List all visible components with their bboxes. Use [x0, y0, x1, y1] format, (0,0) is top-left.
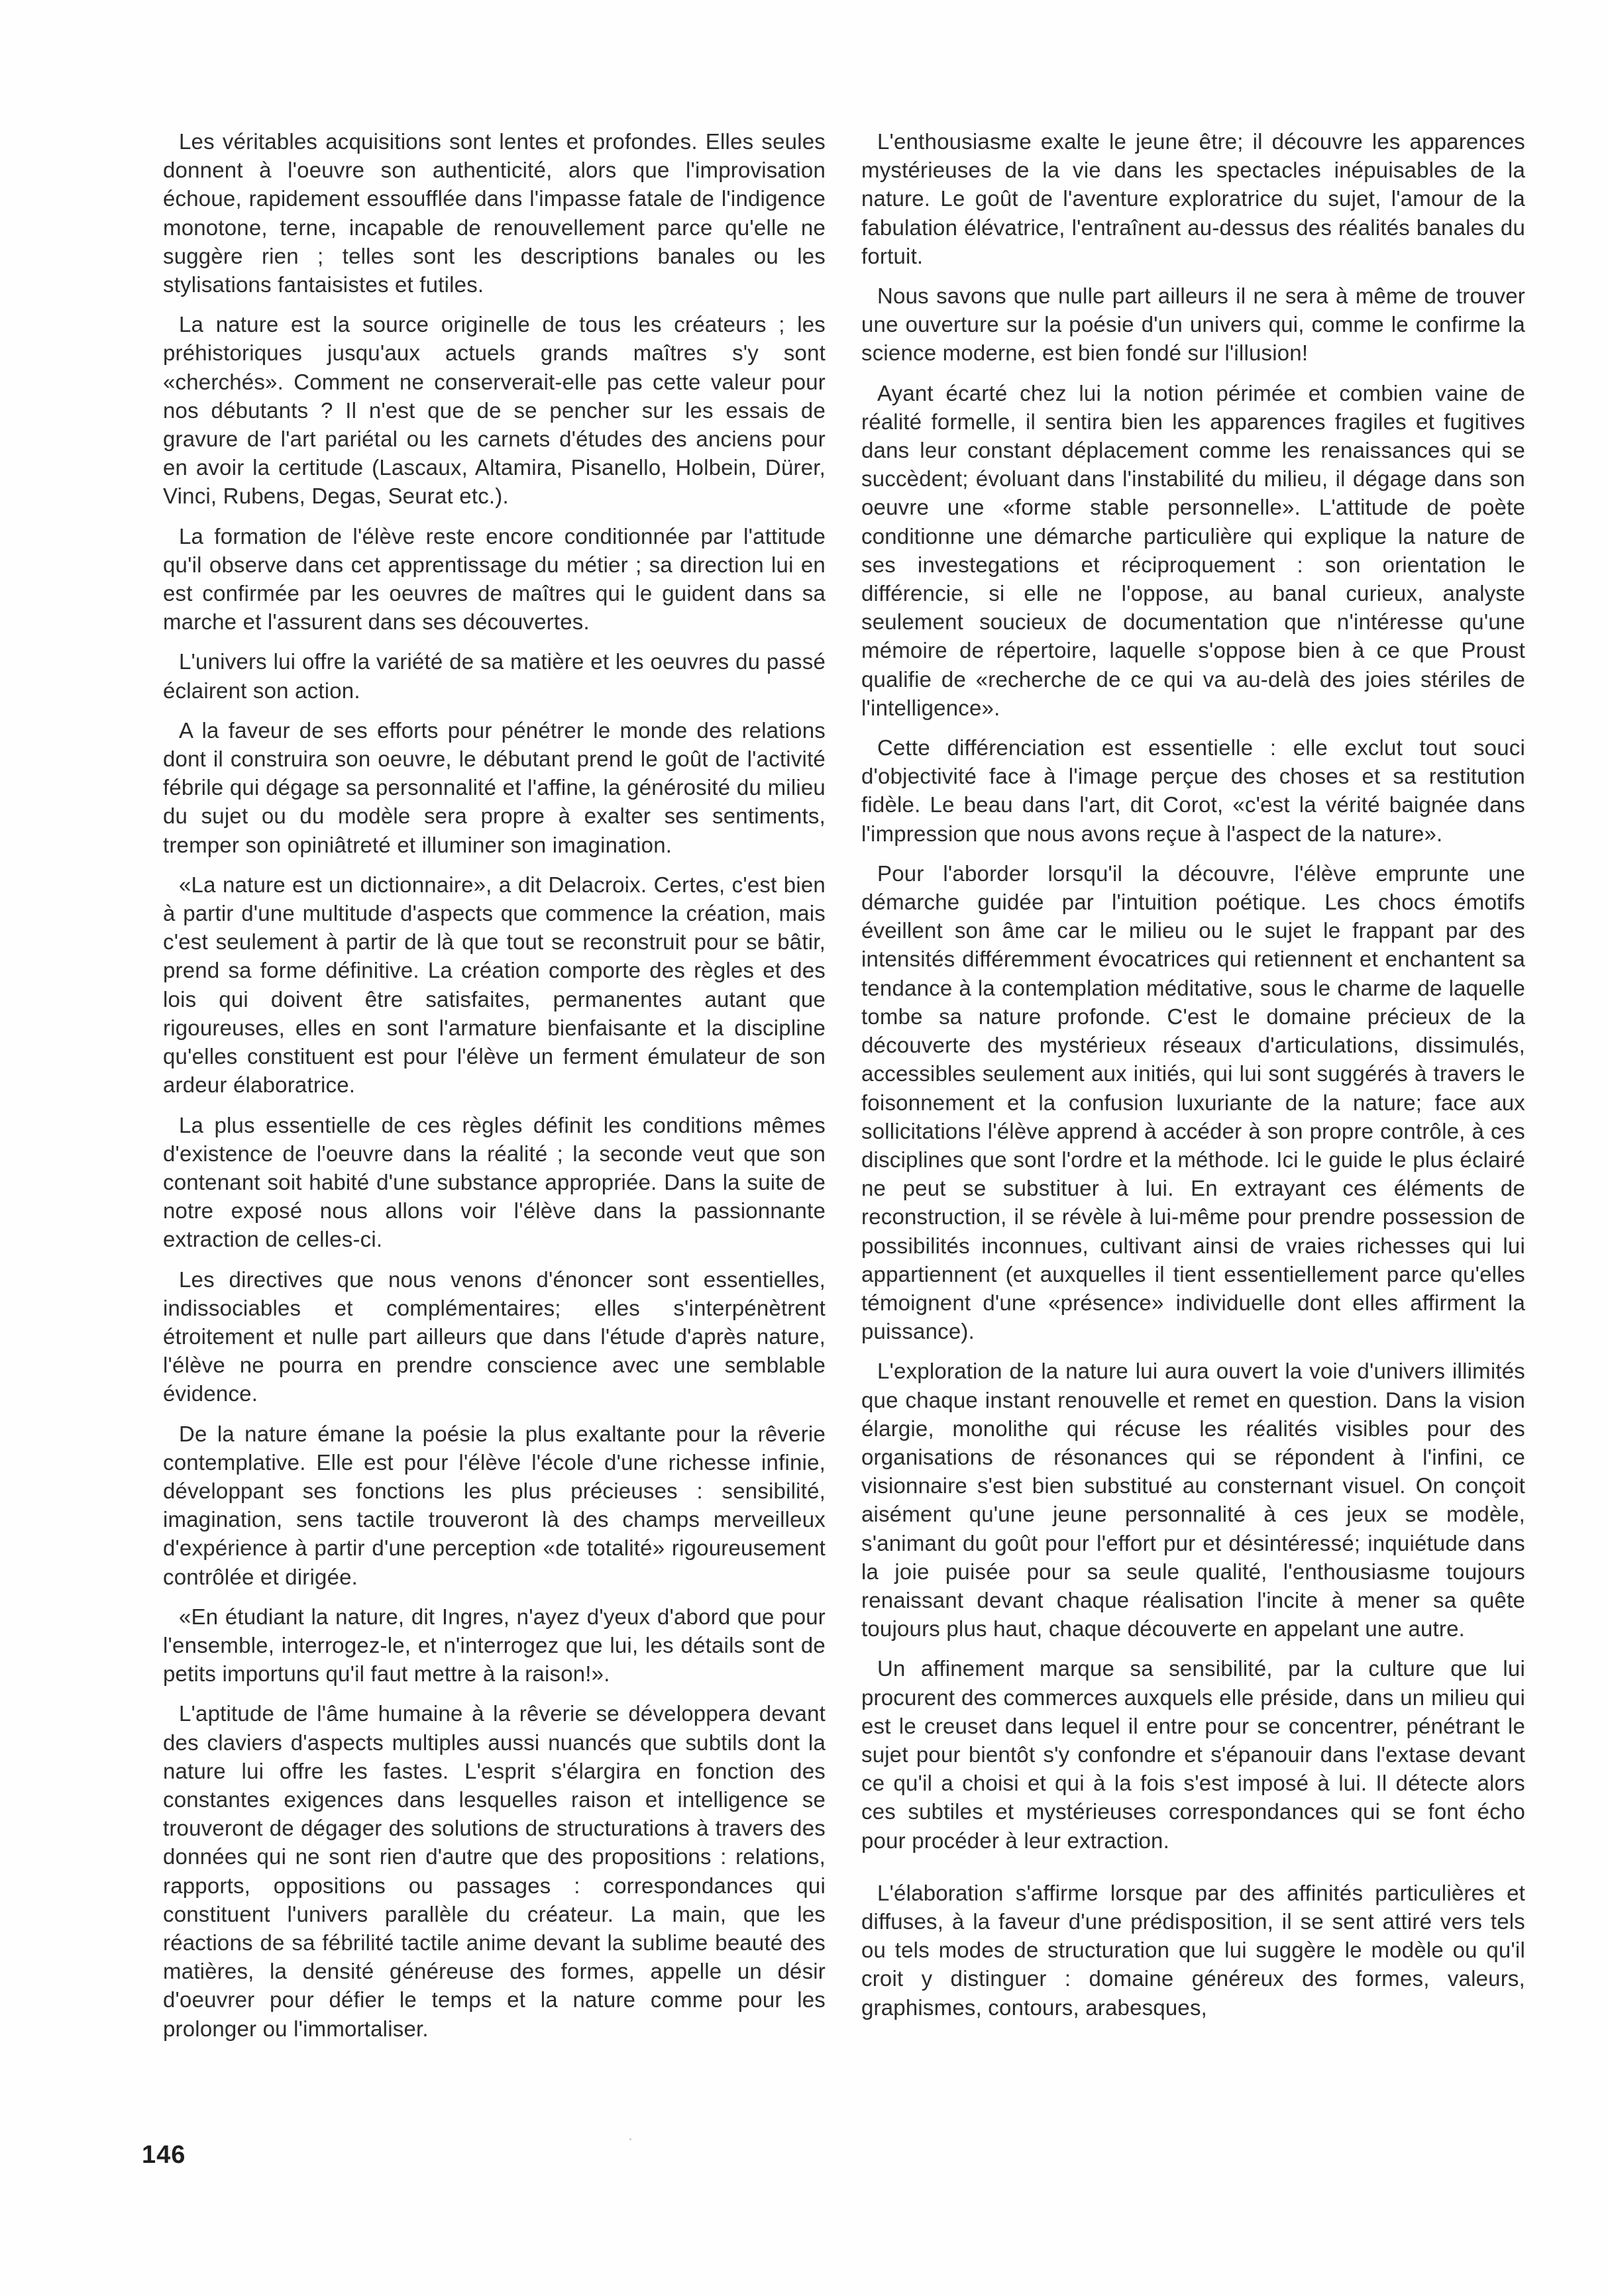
paragraph: L'enthousiasme exalte le jeune être; il découvre les apparences mystérieuses de la vie dans les spectacles inépuisables de la nature. Le goût de l'aventure exploratrice du sujet, l'amour de la fabulation élévatrice, l'entraînent au-dessus des réalités banales du fortuit.	[861, 129, 1525, 268]
paragraph: Les directives que nous venons d'énoncer sont essentielles, indissociables et complémentaires; elles s'interpénètrent étroitement et nulle part ailleurs que dans l'étude d'après nature, l'élève ne pourra en prendre conscience avec une semblable évidence.	[163, 1267, 826, 1406]
paragraph: Nous savons que nulle part ailleurs il ne sera à même de trouver une ouverture sur la poésie d'un univers qui, comme le confirme la science moderne, est bien fondé sur l'illusion!	[861, 284, 1525, 366]
right-text-column	[861, 127, 1525, 2033]
left-text-column	[163, 127, 826, 2054]
paragraph: Un affinement marque sa sensibilité, par la culture que lui procurent des commerces auxquels elle préside, dans un milieu qui est le creuset dans lequel il entre pour se concentrer, pénétrant le sujet pour bientôt s'y confondre et s'épanouir dans l'extase devant ce qu'il a choisi et qui à la fois s'est imposé à lui. Il détecte alors ces subtiles et mystérieuses correspondances qui se font écho pour procéder à leur extraction.	[861, 1656, 1525, 1853]
paragraph: Ayant écarté chez lui la notion périmée et combien vaine de réalité formelle, il sentira bien les apparences fragiles et fugitives dans leur constant déplacement comme les renaissances qui se succèdent; évoluant dans l'instabilité du milieu, il dégage dans son oeuvre une «forme stable personnelle». L'attitude de poète conditionne une démarche particulière qui explique la nature de ses investegations et réciproquement : son orientation le différencie, si elle ne l'oppose, au banal curieux, analyste seulement soucieux de documentation que n'intéresse qu'une mémoire de répertoire, laquelle s'oppose bien à ce que Proust qualifie de «recherche de ce qui va au-delà des joies stériles de l'intelligence».	[861, 380, 1525, 720]
paragraph: La formation de l'élève reste encore conditionnée par l'attitude qu'il observe dans cet apprentissage du métier ; sa direction lui en est confirmée par les oeuvres de maîtres qui le guident dans sa marche et l'assurent dans ses découvertes.	[163, 523, 826, 635]
paragraph: L'aptitude de l'âme humaine à la rêverie se développera devant des claviers d'aspects multiples aussi nuancés que subtils dont la nature lui offre les fastes. L'esprit s'élargira en fonction des constantes exigences dans lesquelles raison et intelligence se trouveront de dégager des solutions de structurations à travers des données qui ne sont rien d'autre que des propositions : relations, rapports, oppositions ou passages : correspondances qui constituent l'univers parallèle du créateur. La main, que les réactions de sa fébrilité tactile anime devant la sublime beauté des matières, la densité généreuse des formes, appelle un désir d'oeuvrer pour défier le temps et la nature comme pour les prolonger ou l'immortaliser.	[163, 1701, 826, 2041]
page-number: 146	[142, 2141, 186, 2169]
paragraph: L'élaboration s'affirme lorsque par des affinités particulières et diffuses, à la faveur d'une prédisposition, il se sent attiré vers tels ou tels modes de structuration que lui suggère le modèle ou qu'il croit y distinguer : domaine généreux des formes, valeurs, graphismes, contours, arabesques,	[861, 1880, 1525, 2020]
paragraph: A la faveur de ses efforts pour pénétrer le monde des relations dont il construira son oeuvre, le débutant prend le goût de l'activité fébrile qui dégage sa personnalité et l'affine, la générosité du milieu du sujet ou du modèle sera propre à exalter ses sentiments, tremper son opiniâtreté et illuminer son imagination.	[163, 717, 826, 857]
print-speck	[629, 2138, 631, 2140]
paragraph: De la nature émane la poésie la plus exaltante pour la rêverie contemplative. Elle est pour l'élève l'école d'une richesse infinie, développant ses fonctions les plus précieuses : sensibilité, imagination, sens tactile trouveront là des champs merveilleux d'expérience à partir d'une perception «de totalité» rigoureusement contrôlée et dirigée.	[163, 1421, 826, 1589]
paragraph: «En étudiant la nature, dit Ingres, n'ayez d'yeux d'abord que pour l'ensemble, interrogez-le, et n'interrogez que lui, les détails sont de petits importuns qu'il faut mettre à la raison!».	[163, 1604, 826, 1687]
paragraph: «La nature est un dictionnaire», a dit Delacroix. Certes, c'est bien à partir d'une multitude d'aspects que commence la création, mais c'est seulement à partir de là que tout se reconstruit pour se bâtir, prend sa forme définitive. La création comporte des règles et des lois qui doivent être satisfaites, permanentes autant que rigoureuses, elles en sont l'armature bienfaisante et la discipline qu'elles constituent est pour l'élève un ferment émulateur de son ardeur élaboratrice.	[163, 872, 826, 1098]
paragraph: L'exploration de la nature lui aura ouvert la voie d'univers illimités que chaque instant renouvelle et remet en question. Dans la vision élargie, monolithe qui récuse les réalités visibles pour des organisations de résonances qui se répondent à l'infini, ce visionnaire s'est bien substitué au consternant visuel. On conçoit aisément qu'une jeune personnalité à ces jeux se modèle, s'animant du goût pour l'effort pur et désintéressé; inquiétude dans la joie puisée pour sa seule qualité, l'enthousiasme toujours renaissant devant chaque réalisation l'incite à mener sa quête toujours plus haut, chaque découverte en appelant une autre.	[861, 1359, 1525, 1642]
paragraph: Pour l'aborder lorsqu'il la découvre, l'élève emprunte une démarche guidée par l'intuition poétique. Les chocs émotifs éveillent son âme car le milieu ou le sujet le frappant par des intensités différemment évocatrices qui retiennent et enchantent sa tendance à la contemplation méditative, sous le charme de laquelle tombe sa nature profonde. C'est le domaine précieux de la découverte des mystérieux réseaux d'articulations, dissimulés, accessibles seulement aux initiés, qui lui sont suggérés à travers le foisonnement et la confusion luxuriante de la nature; face aux sollicitations l'élève apprend à accéder à son propre contrôle, à ces disciplines que sont l'ordre et la méthode. Ici le guide le plus éclairé ne peut se substituer à lui. En extrayant ces éléments de reconstruction, il se révèle à lui-même pour prendre possession de possibilités inconnues, cultivant ainsi de vraies richesses qui lui appartiennent (et auxquelles il tient essentiellement parce qu'elles témoignent d'une «présence» individuelle dont elles affirment la puissance).	[861, 861, 1525, 1344]
paragraph: Les véritables acquisitions sont lentes et profondes. Elles seules donnent à l'oeuvre son authenticité, alors que l'improvisation échoue, rapidement essoufflée dans l'impasse fatale de l'indigence monotone, terne, incapable de renouvellement parce qu'elle ne suggère rien ; telles sont les descriptions banales ou les stylisations fantaisistes et futiles.	[163, 129, 826, 297]
paragraph: La nature est la source originelle de tous les créateurs ; les préhistoriques jusqu'aux actuels grands maîtres s'y sont «cherchés». Comment ne conserverait-elle pas cette valeur pour nos débutants ? Il n'est que de se pencher sur les essais de gravure de l'art pariétal ou les carnets d'études des anciens pour en avoir la certitude (Lascaux, Altamira, Pisanello, Holbein, Dürer, Vinci, Rubens, Degas, Seurat etc.).	[163, 312, 826, 509]
paragraph: L'univers lui offre la variété de sa matière et les oeuvres du passé éclairent son action.	[163, 649, 826, 703]
paragraph: Cette différenciation est essentielle : elle exclut tout souci d'objectivité face à l'image perçue des choses et sa restitution fidèle. Le beau dans l'art, dit Corot, «c'est la vérité baignée dans l'impression que nous avons reçue à l'aspect de la nature».	[861, 735, 1525, 846]
paragraph: La plus essentielle de ces règles définit les conditions mêmes d'existence de l'oeuvre dans la réalité ; la seconde veut que son contenant soit habité d'une substance appropriée. Dans la suite de notre exposé nous allons voir l'élève dans la passionnante extraction de celles-ci.	[163, 1112, 826, 1252]
